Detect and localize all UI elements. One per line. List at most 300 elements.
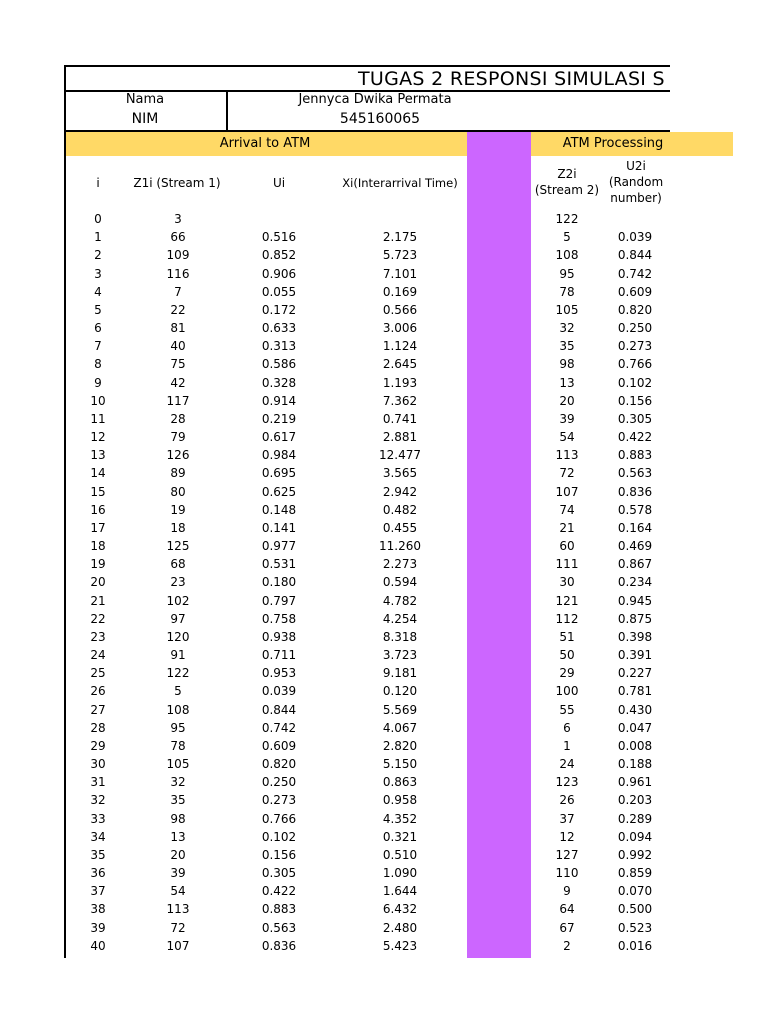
cell-z1: 126 (166, 448, 190, 463)
cell-i: 21 (90, 593, 106, 608)
cell-x: 6.432 (382, 902, 418, 917)
cell-z2: 108 (555, 248, 579, 263)
cell-u: 0.742 (261, 720, 297, 735)
cell-z1: 72 (170, 920, 186, 935)
cell-u2: 0.883 (617, 448, 653, 463)
table-row (0, 882, 768, 900)
cell-x: 12.477 (379, 448, 421, 463)
cell-z2: 13 (559, 375, 575, 390)
cell-z2: 1 (563, 738, 571, 753)
cell-u2: 0.742 (617, 266, 653, 281)
cell-i: 18 (90, 539, 106, 554)
table-row (0, 610, 768, 628)
cell-z1: 81 (170, 321, 186, 336)
cell-i: 39 (90, 920, 106, 935)
cell-z2: 107 (555, 484, 579, 499)
cell-x: 0.169 (382, 284, 418, 299)
cell-z2: 100 (555, 684, 579, 699)
cell-u: 0.820 (261, 757, 297, 772)
name-value: Jennyca Dwika Permata (298, 92, 452, 107)
table-row (0, 828, 768, 846)
cell-u2: 0.305 (617, 411, 653, 426)
cell-x: 0.958 (382, 793, 418, 808)
cell-u2: 0.047 (617, 720, 653, 735)
cell-u: 0.984 (261, 448, 297, 463)
col-header-u2-line2: (Random (608, 175, 664, 189)
cell-i: 10 (90, 393, 106, 408)
cell-u: 0.625 (261, 484, 297, 499)
table-row (0, 791, 768, 809)
cell-z1: 3 (174, 212, 182, 226)
cell-i: 7 (94, 339, 102, 354)
cell-u2: 0.156 (617, 393, 653, 408)
cell-u: 0.102 (261, 829, 297, 844)
cell-x: 11.260 (379, 539, 421, 554)
table-row (0, 846, 768, 864)
cell-z2: 105 (555, 302, 579, 317)
cell-x: 0.566 (382, 302, 418, 317)
table-row (0, 519, 768, 537)
table-row (0, 646, 768, 664)
table-row (0, 246, 768, 264)
col-header-z2 (531, 166, 603, 198)
col-header-z1: Z1i (Stream 1) (133, 176, 221, 190)
cell-z2: 112 (555, 611, 579, 626)
cell-u2: 0.188 (617, 757, 653, 772)
cell-i: 37 (90, 884, 106, 899)
cell-z2: 122 (555, 212, 579, 226)
cell-i: 4 (94, 284, 102, 299)
cell-u2: 0.164 (617, 520, 653, 535)
table-row (0, 592, 768, 610)
cell-u: 0.836 (261, 938, 297, 953)
cell-z2: 24 (559, 757, 575, 772)
cell-z1: 78 (170, 738, 186, 753)
table-row (0, 337, 768, 355)
cell-u: 0.055 (261, 284, 297, 299)
name-label: Nama (125, 92, 165, 107)
cell-z2: 20 (559, 393, 575, 408)
cell-z1: 122 (166, 666, 190, 681)
cell-u: 0.141 (261, 520, 297, 535)
cell-u2: 0.609 (617, 284, 653, 299)
cell-z1: 23 (170, 575, 186, 590)
cell-i: 1 (94, 230, 102, 245)
table-row (0, 283, 768, 301)
table-row (0, 719, 768, 737)
info-divider (226, 90, 228, 132)
cell-z1: 113 (166, 902, 190, 917)
cell-z2: 72 (559, 466, 575, 481)
cell-z2: 67 (559, 920, 575, 935)
cell-u: 0.148 (261, 502, 297, 517)
cell-x: 2.881 (382, 430, 418, 445)
cell-x: 5.423 (382, 938, 418, 953)
cell-z2: 60 (559, 539, 575, 554)
cell-u2: 0.094 (617, 829, 653, 844)
cell-z2: 54 (559, 430, 575, 445)
table-row (0, 919, 768, 937)
cell-x: 3.723 (382, 648, 418, 663)
cell-i: 30 (90, 757, 106, 772)
cell-z1: 117 (166, 393, 190, 408)
cell-u: 0.609 (261, 738, 297, 753)
cell-z2: 110 (555, 866, 579, 881)
cell-z1: 98 (170, 811, 186, 826)
cell-z1: 22 (170, 302, 186, 317)
col-header-u2-line3: number) (610, 191, 662, 205)
cell-z2: 50 (559, 648, 575, 663)
cell-u: 0.633 (261, 321, 297, 336)
cell-z2: 6 (563, 720, 571, 735)
table-row (0, 410, 768, 428)
cell-x: 7.362 (382, 393, 418, 408)
cell-z2: 5 (563, 230, 571, 245)
cell-z2: 2 (563, 938, 571, 953)
cell-u: 0.906 (261, 266, 297, 281)
cell-x: 2.273 (382, 557, 418, 572)
cell-u2: 0.563 (617, 466, 653, 481)
cell-u: 0.305 (261, 866, 297, 881)
col-header-z2-line2: (Stream 2) (534, 183, 600, 197)
cell-x: 0.455 (382, 520, 418, 535)
cell-i: 12 (90, 430, 106, 445)
cell-u2: 0.422 (617, 430, 653, 445)
cell-u2: 0.500 (617, 902, 653, 917)
cell-u2: 0.781 (617, 684, 653, 699)
cell-i: 27 (90, 702, 106, 717)
cell-x: 4.067 (382, 720, 418, 735)
cell-u2: 0.867 (617, 557, 653, 572)
cell-i: 26 (90, 684, 106, 699)
cell-i: 24 (90, 648, 106, 663)
cell-z2: 64 (559, 902, 575, 917)
cell-u: 0.617 (261, 430, 297, 445)
cell-i: 6 (94, 321, 102, 336)
cell-i: 36 (90, 866, 106, 881)
cell-u: 0.914 (261, 393, 297, 408)
cell-z1: 80 (170, 484, 186, 499)
cell-x: 2.820 (382, 738, 418, 753)
table-row (0, 810, 768, 828)
cell-z1: 13 (170, 829, 186, 844)
cell-u2: 0.289 (617, 811, 653, 826)
table-row (0, 701, 768, 719)
cell-z1: 68 (170, 557, 186, 572)
table-row (0, 428, 768, 446)
cell-u: 0.711 (261, 648, 297, 663)
cell-i: 5 (94, 302, 102, 317)
cell-u2: 0.578 (617, 502, 653, 517)
table-row (0, 573, 768, 591)
col-header-u2-line1: U2i (626, 159, 646, 173)
cell-z1: 107 (166, 938, 190, 953)
cell-z2: 113 (555, 448, 579, 463)
cell-z2: 121 (555, 593, 579, 608)
col-header-z2-line1: Z2i (557, 167, 577, 181)
cell-u: 0.977 (261, 539, 297, 554)
cell-z2: 123 (555, 775, 579, 790)
cell-x: 0.741 (382, 411, 418, 426)
cell-x: 1.644 (382, 884, 418, 899)
cell-z1: 18 (170, 520, 186, 535)
cell-i: 28 (90, 720, 106, 735)
cell-i: 17 (90, 520, 106, 535)
cell-i: 15 (90, 484, 106, 499)
cell-u2: 0.227 (617, 666, 653, 681)
cell-x: 7.101 (382, 266, 418, 281)
cell-u: 0.172 (261, 302, 297, 317)
cell-i: 33 (90, 811, 106, 826)
table-row (0, 773, 768, 791)
cell-u: 0.563 (261, 920, 297, 935)
table-row (0, 737, 768, 755)
table-row (0, 501, 768, 519)
cell-u: 0.156 (261, 847, 297, 862)
cell-z1: 91 (170, 648, 186, 663)
cell-z1: 109 (166, 248, 190, 263)
cell-x: 2.645 (382, 357, 418, 372)
cell-x: 4.782 (382, 593, 418, 608)
cell-z2: 55 (559, 702, 575, 717)
cell-u: 0.844 (261, 702, 297, 717)
cell-u: 0.938 (261, 629, 297, 644)
cell-x: 0.510 (382, 847, 418, 862)
cell-z1: 89 (170, 466, 186, 481)
cell-u2: 0.273 (617, 339, 653, 354)
cell-u2: 0.070 (617, 884, 653, 899)
cell-i: 35 (90, 847, 106, 862)
cell-u: 0.180 (261, 575, 297, 590)
cell-i: 2 (94, 248, 102, 263)
table-row (0, 355, 768, 373)
cell-u2: 0.859 (617, 866, 653, 881)
cell-u2: 0.234 (617, 575, 653, 590)
cell-z1: 35 (170, 793, 186, 808)
cell-u2: 0.391 (617, 648, 653, 663)
sheet-title (66, 66, 706, 92)
table-row (0, 319, 768, 337)
cell-x: 2.480 (382, 920, 418, 935)
cell-u2: 0.039 (617, 230, 653, 245)
cell-i: 19 (90, 557, 106, 572)
cell-u: 0.328 (261, 375, 297, 390)
cell-u2: 0.945 (617, 593, 653, 608)
cell-u2: 0.016 (617, 938, 653, 953)
table-row (0, 937, 768, 955)
cell-i: 14 (90, 466, 106, 481)
cell-u2: 0.469 (617, 539, 653, 554)
cell-i: 16 (90, 502, 106, 517)
table-row (0, 628, 768, 646)
table-row (0, 755, 768, 773)
cell-z2: 37 (559, 811, 575, 826)
cell-u2: 0.523 (617, 920, 653, 935)
cell-z1: 105 (166, 757, 190, 772)
cell-z2: 12 (559, 829, 575, 844)
cell-i: 20 (90, 575, 106, 590)
cell-z1: 97 (170, 611, 186, 626)
cell-x: 4.254 (382, 611, 418, 626)
cell-z1: 95 (170, 720, 186, 735)
cell-u2: 0.820 (617, 302, 653, 317)
cell-i: 9 (94, 375, 102, 390)
cell-x: 0.120 (382, 684, 418, 699)
cell-z2: 127 (555, 847, 579, 862)
cell-u: 0.516 (261, 230, 297, 245)
cell-u2: 0.961 (617, 775, 653, 790)
cell-z1: 75 (170, 357, 186, 372)
cell-i: 11 (90, 411, 106, 426)
cell-u2: 0.250 (617, 321, 653, 336)
cell-z1: 19 (170, 502, 186, 517)
cell-z2: 51 (559, 629, 575, 644)
cell-x: 0.594 (382, 575, 418, 590)
cell-u: 0.586 (261, 357, 297, 372)
col-header-x: Xi(Interarrival Time) (342, 176, 458, 190)
nim-label: NIM (131, 111, 159, 127)
cell-u: 0.695 (261, 466, 297, 481)
sheet-title-text: TUGAS 2 RESPONSI SIMULASI S (358, 68, 665, 90)
cell-i: 38 (90, 902, 106, 917)
table-row (0, 392, 768, 410)
cell-z1: 79 (170, 430, 186, 445)
cell-x: 4.352 (382, 811, 418, 826)
cell-i: 25 (90, 666, 106, 681)
cell-x: 3.565 (382, 466, 418, 481)
cell-z1: 120 (166, 629, 190, 644)
cell-u: 0.039 (261, 684, 297, 699)
cell-i: 40 (90, 938, 106, 953)
cell-x: 1.090 (382, 866, 418, 881)
cell-u: 0.531 (261, 557, 297, 572)
cell-u: 0.766 (261, 811, 297, 826)
col-header-u: Ui (272, 176, 286, 190)
cell-u2: 0.875 (617, 611, 653, 626)
cell-i: 32 (90, 793, 106, 808)
table-row (0, 228, 768, 246)
cell-x: 0.482 (382, 502, 418, 517)
cell-z2: 9 (563, 884, 571, 899)
cell-z2: 29 (559, 666, 575, 681)
cell-i: 31 (90, 775, 106, 790)
cell-u: 0.953 (261, 666, 297, 681)
cell-x: 2.175 (382, 230, 418, 245)
cell-z2: 98 (559, 357, 575, 372)
cell-z1: 7 (174, 284, 182, 299)
cell-x: 5.569 (382, 702, 418, 717)
cell-z1: 5 (174, 684, 182, 699)
cell-z1: 102 (166, 593, 190, 608)
cell-x: 1.124 (382, 339, 418, 354)
nim-value: 545160065 (339, 111, 421, 127)
cell-z1: 66 (170, 230, 186, 245)
cell-u2: 0.008 (617, 738, 653, 753)
cell-x: 2.942 (382, 484, 418, 499)
cell-u: 0.250 (261, 775, 297, 790)
cell-u2: 0.766 (617, 357, 653, 372)
cell-u: 0.422 (261, 884, 297, 899)
cell-z1: 125 (166, 539, 190, 554)
table-row (0, 464, 768, 482)
cell-z2: 35 (559, 339, 575, 354)
cell-u: 0.758 (261, 611, 297, 626)
col-header-i: i (96, 176, 100, 190)
cell-u2: 0.992 (617, 847, 653, 862)
cell-z1: 108 (166, 702, 190, 717)
cell-i: 29 (90, 738, 106, 753)
cell-u: 0.219 (261, 411, 297, 426)
table-row (0, 664, 768, 682)
table-row (0, 555, 768, 573)
table-row (0, 374, 768, 392)
arrival-section-title: Arrival to ATM (219, 136, 311, 151)
cell-z1: 28 (170, 411, 186, 426)
cell-i: 3 (94, 266, 102, 281)
cell-z2: 26 (559, 793, 575, 808)
cell-z1: 39 (170, 866, 186, 881)
cell-x: 3.006 (382, 321, 418, 336)
cell-z2: 39 (559, 411, 575, 426)
cell-z1: 20 (170, 847, 186, 862)
table-row (0, 483, 768, 501)
table-row (0, 446, 768, 464)
cell-z1: 40 (170, 339, 186, 354)
cell-u2: 0.430 (617, 702, 653, 717)
cell-z1: 42 (170, 375, 186, 390)
cell-u2: 0.203 (617, 793, 653, 808)
cell-z2: 32 (559, 321, 575, 336)
cell-u: 0.797 (261, 593, 297, 608)
cell-u2: 0.836 (617, 484, 653, 499)
cell-u2: 0.844 (617, 248, 653, 263)
cell-i: 22 (90, 611, 106, 626)
cell-z2: 78 (559, 284, 575, 299)
col-header-u2 (603, 158, 669, 206)
table-row (0, 301, 768, 319)
cell-z2: 21 (559, 520, 575, 535)
cell-u: 0.883 (261, 902, 297, 917)
cell-x: 0.321 (382, 829, 418, 844)
cell-i: 8 (94, 357, 102, 372)
cell-u2: 0.102 (617, 375, 653, 390)
cell-u: 0.313 (261, 339, 297, 354)
cell-x: 5.723 (382, 248, 418, 263)
cell-i: 34 (90, 829, 106, 844)
cell-z1: 54 (170, 884, 186, 899)
table-row (0, 210, 768, 228)
cell-z2: 95 (559, 266, 575, 281)
table-row (0, 537, 768, 555)
cell-i: 0 (94, 212, 102, 226)
table-row (0, 900, 768, 918)
cell-x: 5.150 (382, 757, 418, 772)
cell-x: 8.318 (382, 629, 418, 644)
cell-x: 9.181 (382, 666, 418, 681)
table-row (0, 864, 768, 882)
cell-u2: 0.398 (617, 629, 653, 644)
cell-z1: 116 (166, 266, 190, 281)
cell-z2: 74 (559, 502, 575, 517)
table-row (0, 265, 768, 283)
cell-z2: 111 (555, 557, 579, 572)
cell-i: 13 (90, 448, 106, 463)
cell-z2: 30 (559, 575, 575, 590)
cell-x: 0.863 (382, 775, 418, 790)
cell-u: 0.852 (261, 248, 297, 263)
table-row (0, 682, 768, 700)
cell-z1: 32 (170, 775, 186, 790)
